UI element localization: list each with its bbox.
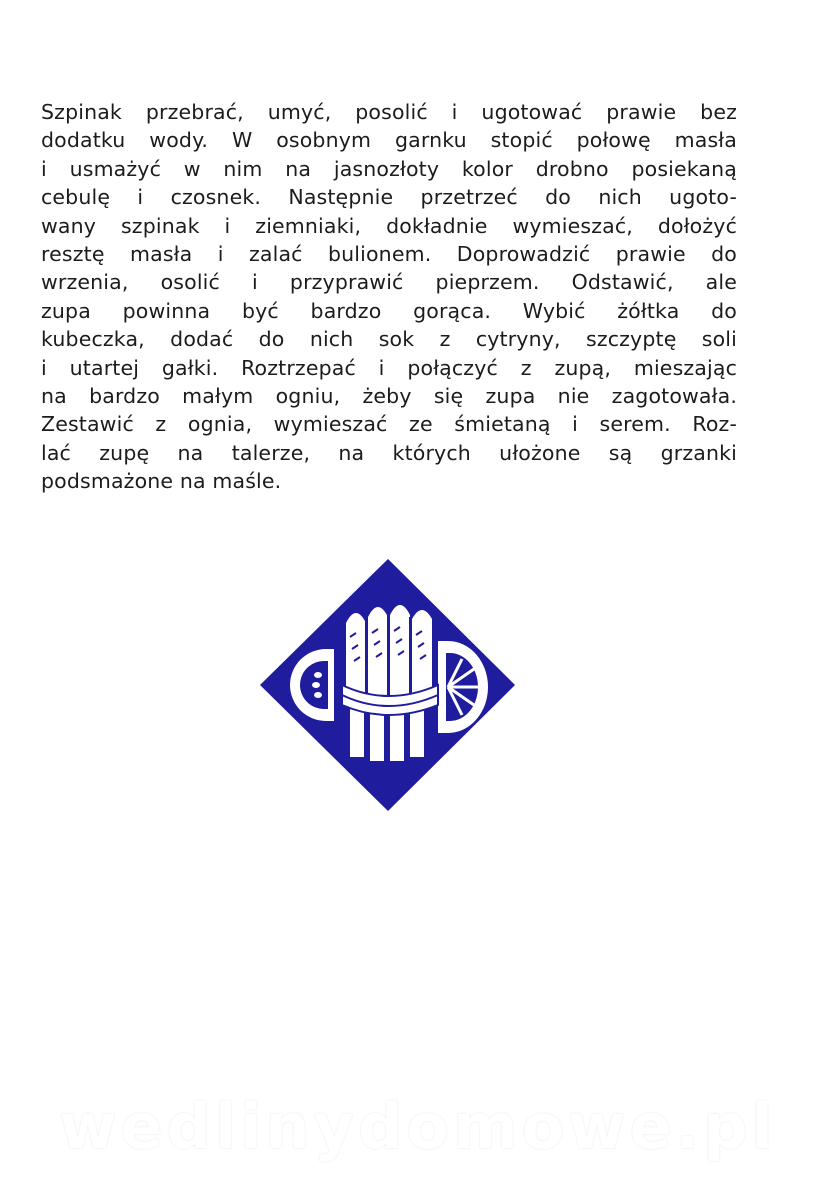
recipe-line-10: i utartej gałki. Roztrzepać i połączyć z zupą, mieszając [41,355,737,380]
recipe-line-1: Szpinak przebrać, umyć, posolić i ugotować prawie bez [41,100,737,124]
recipe-line-5: wany szpinak i ziemniaki, dokładnie wymieszać, dołożyć [41,213,737,238]
recipe-line-3: i usmażyć w nim na jasnozłoty kolor drobno posiekaną [41,156,737,181]
recipe-paragraph [41,98,737,495]
recipe-line-2: dodatku wody. W osobnym garnku stopić połowę masła [41,128,737,153]
recipe-line-4: cebulę i czosnek. Następnie przetrzeć do nich ugoto- [41,185,737,210]
recipe-line-11: na bardzo małym ogniu, żeby się zupa nie zagotowała. [41,383,737,408]
asparagus-bundle-emblem-icon [258,557,518,817]
recipe-line-12: Zestawić z ognia, wymieszać ze śmietaną i serem. Roz- [41,412,737,437]
recipe-line-6: resztę masła i zalać bulionem. Doprowadzić prawie do [41,241,737,266]
recipe-line-9: kubeczka, dodać do nich sok z cytryny, szczyptę soli [41,327,737,352]
recipe-line-8: zupa powinna być bardzo gorąca. Wybić żółtka do [41,298,737,323]
watermark-text: wedlinydomowe.pl [59,1090,777,1163]
recipe-line-7: wrzenia, osolić i przyprawić pieprzem. Odstawić, ale [41,270,737,295]
recipe-line-14: podsmażone na maśle. [41,469,282,494]
recipe-line-13: lać zupę na talerze, na których ułożone są grzanki [41,440,737,465]
